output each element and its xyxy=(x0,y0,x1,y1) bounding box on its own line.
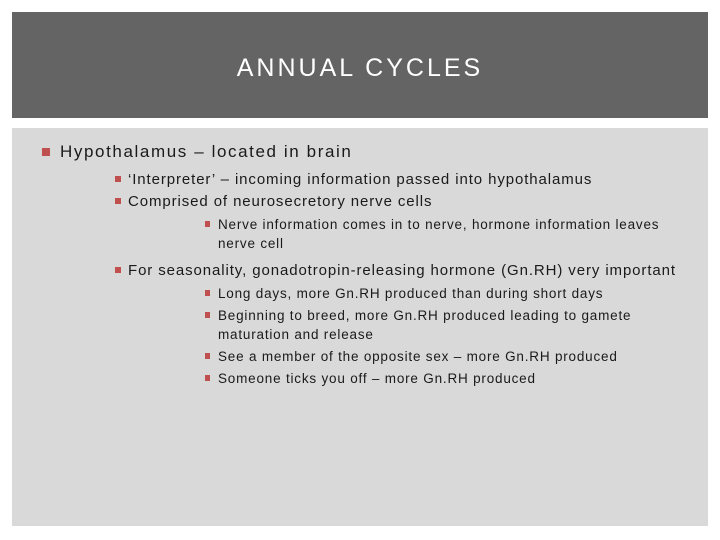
bullet-text: Hypothalamus – located in brain xyxy=(60,142,353,161)
bullet-text: Comprised of neurosecretory nerve cells xyxy=(128,193,433,210)
square-bullet-icon xyxy=(115,267,121,273)
content-area xyxy=(12,128,708,526)
bullet-text: Someone ticks you off – more Gn.RH produced xyxy=(218,371,536,386)
bullet-text: For seasonality, gonadotropin-releasing hormone (Gn.RH) very important xyxy=(128,262,676,279)
square-bullet-icon xyxy=(115,176,121,182)
bullet-neurosecretory xyxy=(60,191,708,253)
square-bullet-icon xyxy=(205,353,210,359)
bullet-ticks-you-off xyxy=(128,369,708,388)
bullet-text: Nerve information comes in to nerve, hormone information leaves nerve cell xyxy=(218,217,660,251)
bullet-hypothalamus xyxy=(12,141,708,388)
title-band xyxy=(12,12,708,118)
bullet-nerve-information xyxy=(128,215,708,253)
square-bullet-icon xyxy=(205,221,210,227)
square-bullet-icon xyxy=(205,375,210,381)
square-bullet-icon xyxy=(205,290,210,296)
bullet-seasonality xyxy=(60,260,708,388)
square-bullet-icon xyxy=(42,148,50,156)
bullet-text: Beginning to breed, more Gn.RH produced leading to gamete maturation and release xyxy=(218,308,632,342)
sub-list xyxy=(128,215,708,253)
bullet-list xyxy=(12,141,708,388)
slide-title: ANNUAL CYCLES xyxy=(236,53,484,82)
bullet-interpreter xyxy=(60,169,708,190)
sub-list xyxy=(128,284,708,388)
square-bullet-icon xyxy=(205,312,210,318)
bullet-long-days xyxy=(128,284,708,303)
bullet-beginning-to-breed xyxy=(128,306,708,344)
bullet-text: Long days, more Gn.RH produced than during short days xyxy=(218,286,604,301)
bullet-text: ‘Interpreter’ – incoming information passed into hypothalamus xyxy=(128,171,593,188)
bullet-opposite-sex xyxy=(128,347,708,366)
sub-list xyxy=(60,169,708,388)
square-bullet-icon xyxy=(115,198,121,204)
bullet-text: See a member of the opposite sex – more Gn.RH produced xyxy=(218,349,618,364)
